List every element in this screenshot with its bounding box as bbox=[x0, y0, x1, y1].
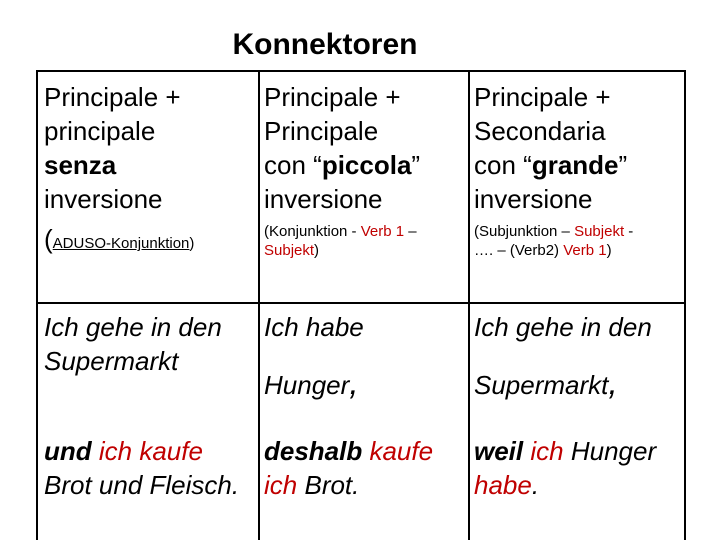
header-col2 bbox=[264, 80, 464, 260]
example-col2-line4-red: ich bbox=[264, 470, 298, 500]
header-col2-sub-a: (Konjunktion - bbox=[264, 223, 361, 240]
header-col2-line2: Principale bbox=[264, 116, 379, 146]
example-col1-line1: Ich gehe in den bbox=[44, 312, 222, 342]
example-col3-line1: Ich gehe in den bbox=[474, 312, 652, 342]
header-col3 bbox=[474, 80, 684, 260]
header-col1-sub-text: ADUSO-Konjunktion bbox=[52, 235, 190, 252]
header-col3-line3-bold: grande bbox=[531, 150, 619, 180]
header-col1-line4: inversione bbox=[44, 184, 163, 214]
example-col3-line3-rest: Hunger bbox=[563, 436, 657, 466]
example-col2-line2-wrap bbox=[264, 366, 464, 402]
header-col1-paren-close: ) bbox=[189, 235, 195, 252]
example-col2-result bbox=[264, 434, 468, 502]
example-col1-line2: Supermarkt bbox=[44, 346, 179, 376]
header-col3-sub-a: (Subjunktion – bbox=[474, 223, 575, 240]
header-col3-line1: Principale + bbox=[474, 82, 611, 112]
header-col3-sub-e: Verb 1 bbox=[563, 242, 607, 259]
header-col3-sub-f: ) bbox=[606, 242, 612, 259]
example-col3 bbox=[474, 310, 684, 402]
header-col2-line3-suffix: ” bbox=[411, 150, 421, 180]
page-title: Konnektoren bbox=[232, 28, 418, 61]
header-col2-line3-prefix: con “ bbox=[264, 150, 322, 180]
example-col2-comma: , bbox=[349, 364, 359, 402]
example-col3-line4-rest: . bbox=[531, 470, 540, 500]
header-col3-line4: inversione bbox=[474, 184, 593, 214]
header-col1-line3: senza bbox=[44, 150, 117, 180]
connectors-table bbox=[36, 70, 686, 540]
example-col3-line3-red: ich bbox=[523, 436, 564, 466]
header-col3-sub-b: Subjekt bbox=[574, 223, 625, 240]
example-col3-line2-wrap bbox=[474, 366, 684, 402]
header-col2-line3 bbox=[264, 148, 464, 182]
header-col3-sub-c: - bbox=[624, 223, 634, 240]
header-col3-sub bbox=[474, 222, 684, 260]
header-col3-line2: Secondaria bbox=[474, 116, 606, 146]
example-col3-line4-red: habe bbox=[474, 470, 532, 500]
example-col3-line3-bold: weil bbox=[474, 436, 524, 466]
header-col2-sub-c: – bbox=[404, 223, 417, 240]
example-col3-result bbox=[474, 434, 684, 502]
example-col2-line3 bbox=[264, 434, 468, 468]
example-col2-line2: Hunger bbox=[264, 370, 350, 400]
header-col2-sub bbox=[264, 222, 464, 260]
header-col2-line1: Principale + bbox=[264, 82, 401, 112]
example-col1-line4: Brot und Fleisch. bbox=[44, 470, 240, 500]
example-col3-line4 bbox=[474, 468, 684, 502]
example-col2-line1: Ich habe bbox=[264, 312, 364, 342]
column-divider-2 bbox=[468, 72, 470, 540]
header-col3-line3-prefix: con “ bbox=[474, 150, 532, 180]
header-col3-line3-suffix: ” bbox=[618, 150, 628, 180]
example-col3-comma: , bbox=[608, 364, 618, 402]
example-col2 bbox=[264, 310, 464, 402]
example-col2-line4 bbox=[264, 468, 468, 502]
header-col1-line1: Principale + bbox=[44, 82, 181, 112]
header-col1 bbox=[44, 80, 254, 256]
example-col2-line4-rest: Brot. bbox=[297, 470, 360, 500]
header-col2-sub-d: Subjekt bbox=[264, 242, 315, 259]
header-col1-line2: principale bbox=[44, 116, 156, 146]
example-col2-line3-red: kaufe bbox=[362, 436, 434, 466]
example-col1 bbox=[44, 310, 274, 378]
header-col2-line3-bold: piccola bbox=[321, 150, 412, 180]
header-col2-sub-e: ) bbox=[314, 242, 320, 259]
example-col3-line2: Supermarkt bbox=[474, 370, 609, 400]
header-col1-sub bbox=[44, 222, 254, 256]
header-col1-paren-open: ( bbox=[44, 224, 53, 254]
example-col1-line3-bold: und bbox=[44, 436, 92, 466]
example-col1-result bbox=[44, 434, 276, 502]
example-col3-line3 bbox=[474, 434, 684, 468]
header-col3-sub-d: …. – (Verb2) bbox=[474, 242, 564, 259]
header-col3-line3 bbox=[474, 148, 684, 182]
header-col2-line4: inversione bbox=[264, 184, 383, 214]
row-divider bbox=[38, 302, 684, 304]
example-col1-line3-red: ich kaufe bbox=[91, 436, 203, 466]
example-col2-line3-bold: deshalb bbox=[264, 436, 363, 466]
header-col2-sub-b: Verb 1 bbox=[360, 223, 405, 240]
example-col1-line3 bbox=[44, 434, 276, 468]
